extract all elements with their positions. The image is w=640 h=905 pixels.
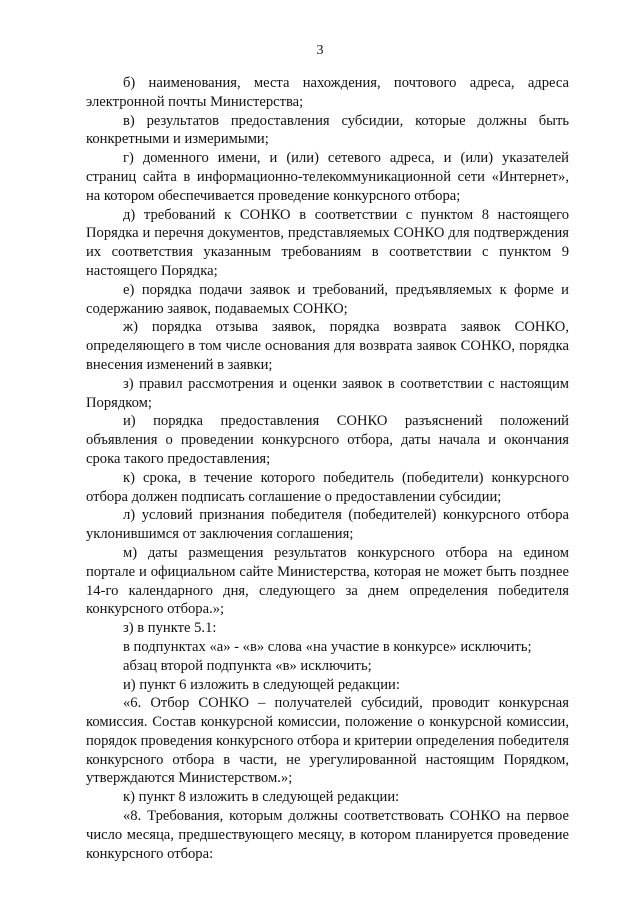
- amendment-i-point-6: и) пункт 6 изложить в следующей редакции:: [123, 676, 400, 693]
- amendment-k-point-8: к) пункт 8 изложить в следующей редакции:: [123, 789, 400, 806]
- amendment-z-point-5-1: з) в пункте 5.1:: [123, 620, 217, 637]
- paragraph-b: б) наименования, места нахождения, почтового адреса, адреса электронной почты Министерства;: [86, 75, 569, 110]
- paragraph-k: к) срока, в течение которого победитель (победители) конкурсного отбора должен подписать соглашение о предоставлении субсидии;: [86, 469, 569, 505]
- paragraph-m: м) даты размещения результатов конкурсного отбора на едином портале и официальном сайте Министерства, которая не может быть позднее 14-го календарного дня, следующего за днем определения победителя конкурсного отбора.»;: [86, 544, 569, 618]
- point-8-new-text: «8. Требования, которым должны соответствовать СОНКО на первое число месяца, предшествующего месяцу, в котором планируется проведение конкурсного отбора:: [86, 808, 569, 862]
- paragraph-d: д) требований к СОНКО в соответствии с пунктом 8 настоящего Порядка и перечня документов, представляемых СОНКО для подтверждения их соответствия указанным требованиям в соответствии с пунктом 9 настоящего Порядка;: [86, 206, 569, 279]
- amendment-subpoints-a-v: в подпунктах «а» - «в» слова «на участие в конкурсе» исключить;: [123, 638, 532, 655]
- page-number: 3: [316, 43, 324, 58]
- paragraph-g: г) доменного имени, и (или) сетевого адреса, и (или) указателей страниц сайта в информационно-телекоммуникационной сети «Интернет», на котором обеспечивается проведение конкурсного отбора;: [86, 150, 569, 204]
- paragraph-v: в) результатов предоставления субсидии, которые должны быть конкретными и измеримыми;: [86, 112, 569, 148]
- paragraph-i: и) порядка предоставления СОНКО разъяснений положений объявления о проведении конкурсного отбора, даты начала и окончания срока такого предоставления;: [86, 413, 569, 467]
- point-6-new-text: «6. Отбор СОНКО – получателей субсидий, проводит конкурсная комиссия. Состав конкурсной комиссии, положение о конкурсной комиссии, порядок проведения конкурсного отбора и критерии определения победителя конкурсного отбора в части, не урегулированной настоящим Порядком, утверждаются Министерством.»;: [86, 695, 569, 787]
- amendment-subpoint-v-second-paragraph: абзац второй подпункта «в» исключить;: [123, 657, 372, 674]
- paragraph-l: л) условий признания победителя (победителей) конкурсного отбора уклонившимся от заключения соглашения;: [86, 507, 569, 543]
- paragraph-e: е) порядка подачи заявок и требований, предъявляемых к форме и содержанию заявок, подаваемых СОНКО;: [86, 281, 569, 317]
- document-body: [86, 74, 569, 863]
- paragraph-z: з) правил рассмотрения и оценки заявок в соответствии с настоящим Порядком;: [86, 375, 569, 411]
- paragraph-zh: ж) порядка отзыва заявок, порядка возврата заявок СОНКО, определяющего в том числе основания для возврата заявок СОНКО, порядка внесения изменений в заявки;: [86, 319, 569, 373]
